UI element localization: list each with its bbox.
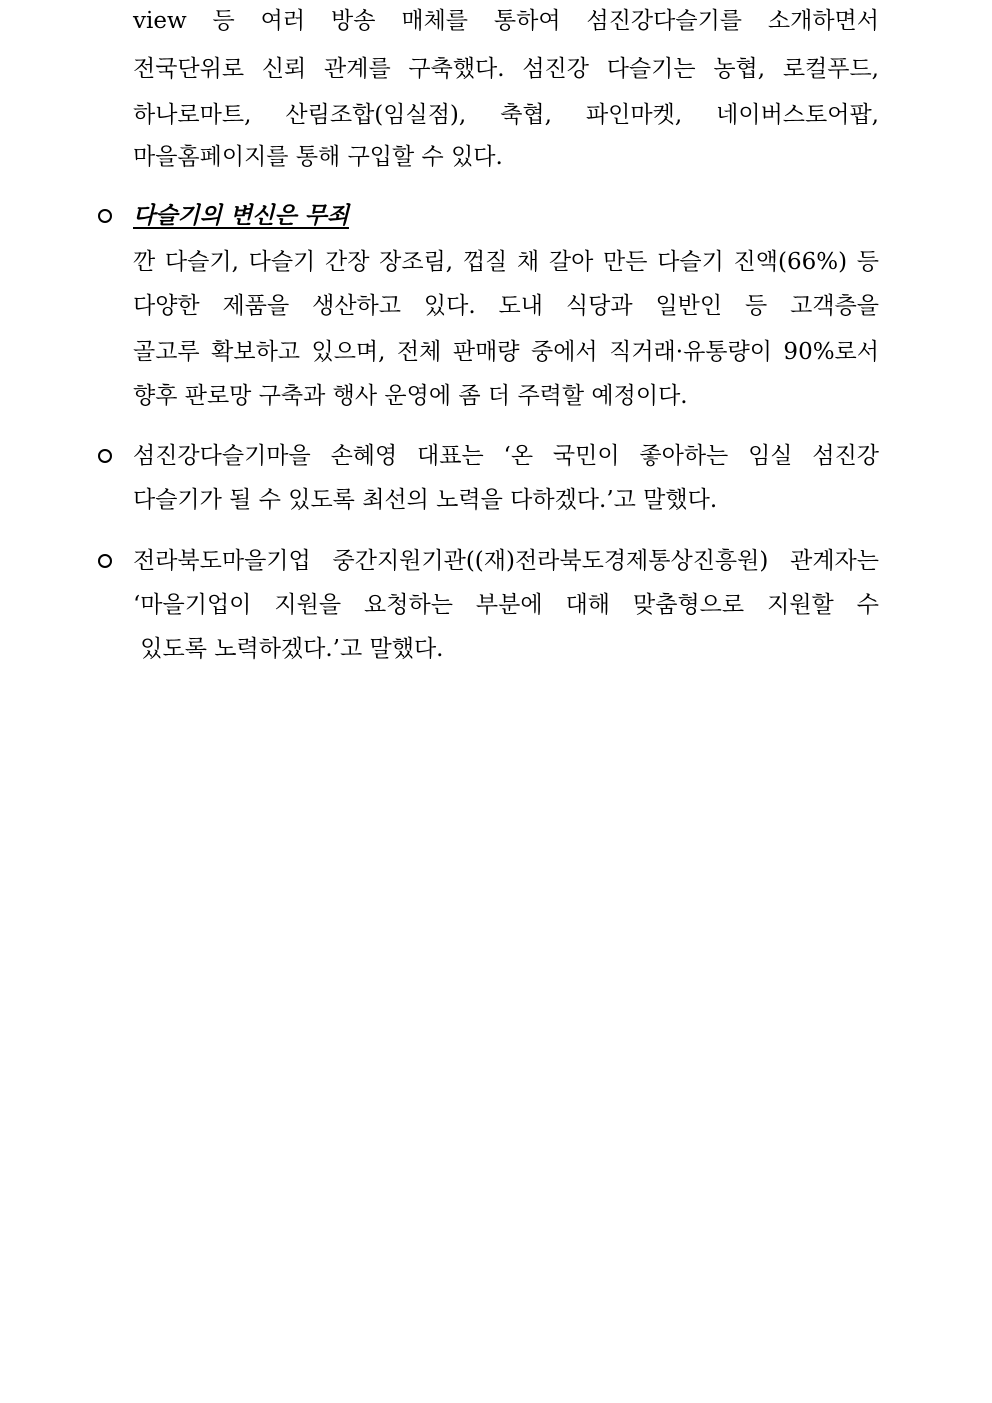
- section-heading: 다슬기의 변신은 무죄: [133, 202, 349, 229]
- section-3-line-3: 있도록 노력하겠다.’고 말했다.: [133, 636, 444, 662]
- section-2-line-1: 섬진강다슬기마을 손혜영 대표는 ‘온 국민이 좋아하는 임실 섬진강: [133, 443, 879, 469]
- section-3-line-2: ‘마을기업이 지원을 요청하는 부분에 대해 맞춤형으로 지원할 수: [133, 592, 879, 618]
- section-1-line-3: 골고루 확보하고 있으며, 전체 판매량 중에서 직거래·유통량이 90%로서: [133, 339, 879, 365]
- intro-line-2: 전국단위로 신뢰 관계를 구축했다. 섬진강 다슬기는 농협, 로컬푸드,: [133, 56, 879, 82]
- bullet-circle-icon: [98, 209, 112, 223]
- bullet-circle-icon: [98, 449, 112, 463]
- intro-line-3: 하나로마트, 산림조합(임실점), 축협, 파인마켓, 네이버스토어팝,: [133, 102, 879, 128]
- section-2-line-2: 다슬기가 될 수 있도록 최선의 노력을 다하겠다.’고 말했다.: [133, 487, 718, 513]
- section-1-line-4: 향후 판로망 구축과 행사 운영에 좀 더 주력할 예정이다.: [133, 383, 688, 409]
- intro-line-4: 마을홈페이지를 통해 구입할 수 있다.: [133, 144, 503, 170]
- intro-line-1: view 등 여러 방송 매체를 통하여 섬진강다슬기를 소개하면서: [133, 8, 879, 34]
- section-3-line-1: 전라북도마을기업 중간지원기관((재)전라북도경제통상진흥원) 관계자는: [133, 548, 879, 574]
- section-1-line-2: 다양한 제품을 생산하고 있다. 도내 식당과 일반인 등 고객층을: [133, 293, 879, 319]
- bullet-circle-icon: [98, 554, 112, 568]
- section-1-line-1: 깐 다슬기, 다슬기 간장 장조림, 껍질 채 갈아 만든 다슬기 진액(66%) 등: [133, 249, 879, 275]
